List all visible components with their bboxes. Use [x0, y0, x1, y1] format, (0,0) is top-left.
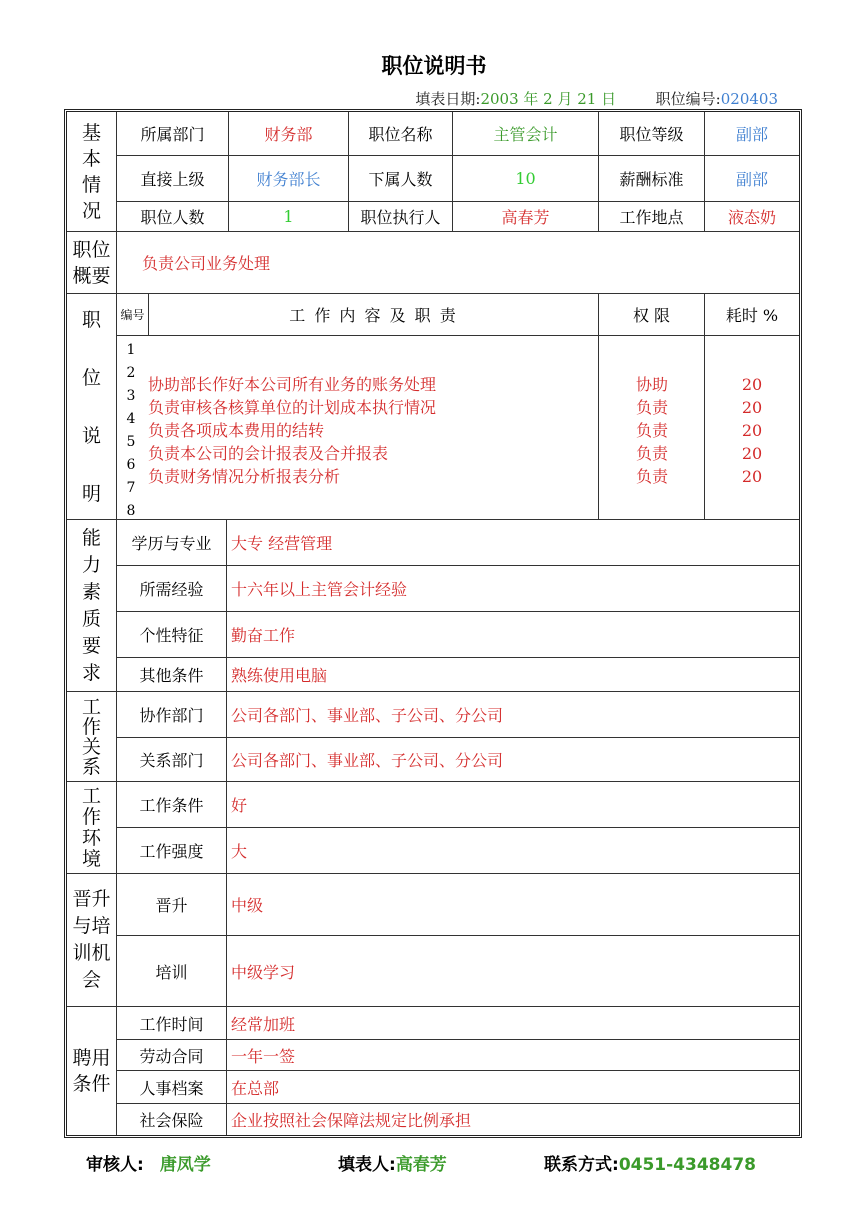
duty-number: 3	[126, 388, 136, 404]
section-basic	[67, 112, 117, 232]
archive-label: 人事档案	[117, 1071, 227, 1104]
no-header: 编号	[117, 294, 149, 336]
contact	[544, 1150, 756, 1175]
coop-value: 公司各部门、事业部、子公司、分公司	[227, 692, 799, 738]
duty-number: 5	[126, 434, 136, 450]
duty-time: 20	[741, 421, 763, 440]
section-relations-label: 工作关系	[81, 695, 101, 778]
train-label: 培训	[117, 936, 227, 1007]
duty-numbers	[117, 339, 145, 523]
intensity-value: 大	[227, 828, 799, 874]
job-description-table	[64, 109, 802, 1138]
subordinates-label: 下属人数	[349, 156, 453, 202]
duty-item: 负责各项成本费用的结转	[148, 421, 325, 440]
other-label: 其他条件	[117, 658, 227, 692]
section-environment-label: 工作环境	[81, 784, 101, 870]
section-promotion-line: 训机	[72, 942, 111, 964]
promote-value: 中级	[227, 874, 799, 936]
grade-value: 副部	[705, 112, 799, 156]
duty-number: 7	[126, 480, 136, 496]
section-overview-line2: 概要	[72, 264, 111, 287]
duty-authority: 负责	[635, 421, 668, 440]
hours-value: 经常加班	[227, 1007, 799, 1040]
duty-item: 负责审核各核算单位的计划成本执行情况	[148, 398, 437, 417]
location-label: 工作地点	[599, 202, 705, 232]
archive-value: 在总部	[227, 1071, 799, 1104]
superior-value: 财务部长	[229, 156, 349, 202]
reviewer-label: 审核人:	[86, 1155, 144, 1175]
salary-label: 薪酬标准	[599, 156, 705, 202]
duty-authority: 负责	[635, 398, 668, 417]
dept-value: 财务部	[229, 112, 349, 156]
hours-label: 工作时间	[117, 1007, 227, 1040]
section-promotion-line: 与培	[72, 915, 111, 937]
rel-value: 公司各部门、事业部、子公司、分公司	[227, 738, 799, 782]
subordinates-value: 10	[453, 156, 599, 202]
filler-label: 填表人:	[338, 1155, 396, 1175]
condition-value: 好	[227, 782, 799, 828]
contact-value: 0451-4348478	[618, 1155, 756, 1175]
duty-time: 20	[741, 375, 763, 394]
filler	[338, 1150, 447, 1175]
section-promotion-line: 晋升	[72, 888, 111, 910]
section-promotion-line: 会	[81, 969, 101, 991]
duty-number: 2	[126, 365, 136, 381]
duty-number: 8	[126, 503, 136, 519]
other-value: 熟练使用电脑	[227, 658, 799, 692]
coop-label: 协作部门	[117, 692, 227, 738]
intensity-label: 工作强度	[117, 828, 227, 874]
filler-name: 高春芳	[395, 1155, 447, 1175]
contract-label: 劳动合同	[117, 1040, 227, 1071]
time-list	[705, 373, 799, 488]
position-no: 020403	[720, 90, 778, 108]
duty-time: 20	[741, 467, 763, 486]
rel-label: 关系部门	[117, 738, 227, 782]
duty-number: 4	[126, 411, 136, 427]
fill-date: 2003 年 2 月 21 日	[480, 90, 617, 108]
headcount-value: 1	[229, 202, 349, 232]
section-duties	[67, 294, 117, 520]
section-ability	[67, 520, 117, 692]
duty-item: 负责本公司的会计报表及合并报表	[148, 444, 389, 463]
contract-value: 一年一签	[227, 1040, 799, 1071]
personality-label: 个性特征	[117, 612, 227, 658]
insurance-label: 社会保险	[117, 1104, 227, 1135]
title-label: 职位名称	[349, 112, 453, 156]
duty-time: 20	[741, 398, 763, 417]
salary-value: 副部	[705, 156, 799, 202]
section-environment	[67, 782, 117, 874]
fill-date-label: 填表日期:	[415, 90, 481, 108]
duty-authority: 协助	[635, 375, 668, 394]
personality-value: 勤奋工作	[227, 612, 799, 658]
authority-list	[599, 373, 705, 488]
duty-time: 20	[741, 444, 763, 463]
section-duties-label: 职位说明	[81, 308, 101, 505]
headcount-label: 职位人数	[117, 202, 229, 232]
section-overview-line1: 职位	[72, 238, 111, 261]
duty-authority: 负责	[635, 444, 668, 463]
section-employment	[67, 1007, 117, 1135]
holder-value: 高春芳	[453, 202, 599, 232]
authority-header: 权 限	[599, 294, 705, 336]
duty-authority: 负责	[635, 467, 668, 486]
section-relations	[67, 692, 117, 782]
insurance-value: 企业按照社会保障法规定比例承担	[231, 1111, 472, 1130]
position-no-label: 职位编号:	[655, 90, 721, 108]
education-value: 大专 经营管理	[227, 520, 799, 566]
duty-item: 协助部长作好本公司所有业务的账务处理	[148, 375, 437, 394]
dept-label: 所属部门	[117, 112, 229, 156]
experience-label: 所需经验	[117, 566, 227, 612]
section-employment-line1: 聘用	[72, 1047, 111, 1069]
reviewer	[86, 1150, 211, 1175]
section-promotion	[67, 874, 117, 1007]
section-basic-label: 基本情况	[81, 121, 101, 222]
form-meta	[415, 88, 778, 109]
section-ability-label: 能力素质要求	[81, 526, 101, 684]
time-header: 耗时 %	[705, 294, 799, 336]
title-value: 主管会计	[453, 112, 599, 156]
duty-list	[148, 373, 436, 488]
promote-label: 晋升	[117, 874, 227, 936]
condition-label: 工作条件	[117, 782, 227, 828]
duty-number: 1	[126, 342, 136, 358]
reviewer-name: 唐凤学	[159, 1155, 211, 1175]
section-employment-line2: 条件	[72, 1073, 111, 1095]
section-overview	[67, 232, 117, 294]
duty-item: 负责财务情况分析报表分析	[148, 467, 341, 486]
holder-label: 职位执行人	[349, 202, 453, 232]
duty-number: 6	[126, 457, 136, 473]
page-title: 职位说明书	[381, 54, 487, 78]
superior-label: 直接上级	[117, 156, 229, 202]
overview-text: 负责公司业务处理	[117, 232, 799, 294]
location-value: 液态奶	[705, 202, 799, 232]
grade-label: 职位等级	[599, 112, 705, 156]
content-header: 工 作 内 容 及 职 责	[149, 294, 599, 336]
experience-value: 十六年以上主管会计经验	[227, 566, 799, 612]
education-label: 学历与专业	[117, 520, 227, 566]
contact-label: 联系方式:	[544, 1155, 619, 1175]
train-value: 中级学习	[227, 936, 799, 1007]
